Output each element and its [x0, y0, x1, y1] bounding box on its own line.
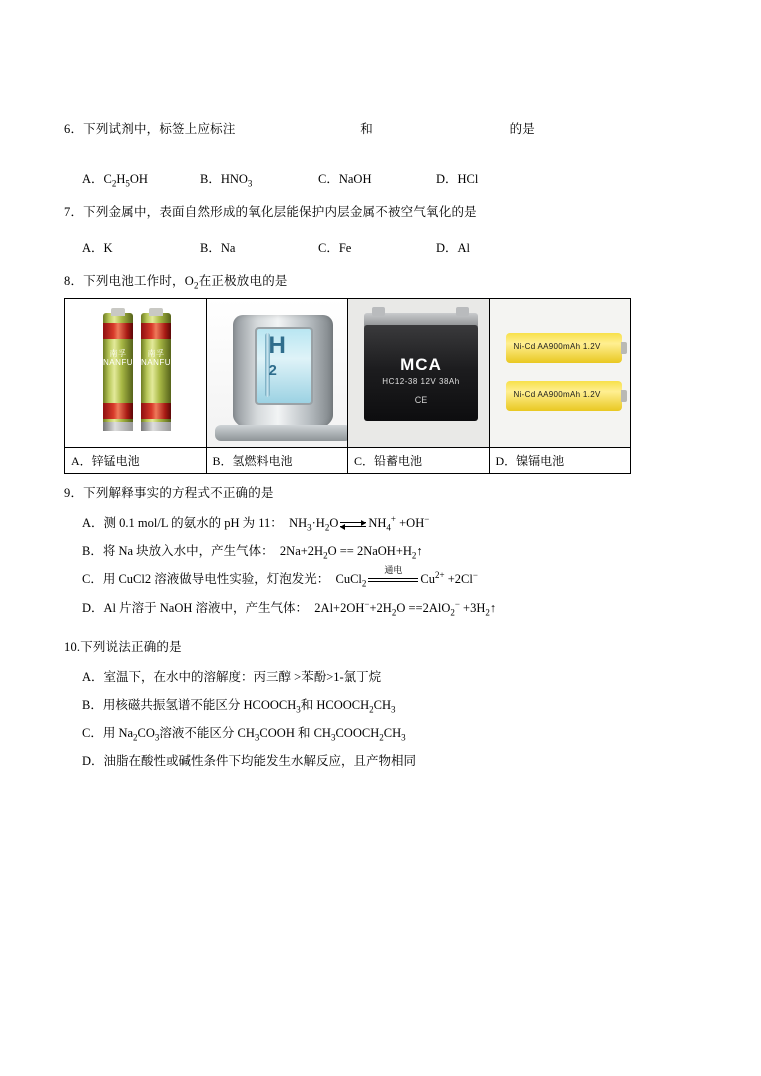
battery-cell-c-image[interactable] — [348, 299, 490, 448]
question-6-stem-part1: 6．下列试剂中，标签上应标注 — [64, 122, 236, 136]
question-7-option-c[interactable]: C．Fe — [318, 240, 352, 255]
aa-cell-left: 南孚 NANFU — [103, 313, 133, 431]
battery-cell-a-image[interactable] — [65, 299, 207, 448]
question-10-option-b[interactable]: B．用核磁共振氢谱不能区分 $HCOOCH_3$和 $HCOOCH_2CH_3$ — [82, 697, 396, 715]
document-content — [64, 120, 704, 769]
aa-cell-right: 南孚 NANFU — [141, 313, 171, 431]
question-9-option-b-text: 将 Na 块放入水中，产生气体： — [102, 544, 274, 558]
question-9-option-b-prefix: B． — [82, 544, 103, 558]
lead-acid-spec: HC12-38 12V 38Ah — [382, 377, 460, 387]
battery-cell-b-label-cell[interactable] — [206, 448, 348, 474]
question-6-option-a[interactable]: A．$C_2H_5OH$ — [82, 171, 148, 189]
electrolysis-condition-label: 通电 — [384, 565, 403, 576]
battery-cell-c-label-cell[interactable] — [348, 448, 490, 474]
question-9-option-d-prefix: D． — [82, 601, 104, 616]
battery-option-b-label: B．氢燃料电池 — [212, 454, 293, 469]
question-8-stem: 8．下列电池工作时，$O_2$在正极放电的是 — [64, 273, 288, 290]
question-9-option-d[interactable]: D．Al 片溶于 NaOH 溶液中，产生气体： $2Al+2OH^-+2H_2O ==2AlO_2^-$ $+3H_2↑$ — [82, 598, 497, 618]
electrolysis-condition-arrow — [366, 565, 420, 588]
question-9-option-a[interactable]: A．测 0.1 mol/L 的氨水的 pH 为 11： $NH_3\cdot H_2O$ $NH_4^+ +OH^-$ — [82, 513, 430, 533]
nicd-label-bottom: Ni-Cd AA900mAh 1.2V — [513, 390, 601, 400]
question-7-stem: 7．下列金属中，表面自然形成的氧化层能保护内层金属不被空气氧化的是 — [64, 204, 477, 219]
question-9-option-a-text: 测 0.1 mol/L 的氨水的 pH 为 11： — [103, 516, 283, 530]
question-6-option-b[interactable]: B．$HNO_3$ — [200, 171, 253, 189]
battery-cell-b-image[interactable] — [206, 299, 348, 448]
battery-cell-a-label-cell[interactable] — [65, 448, 207, 474]
nicd-cell-bottom — [506, 381, 622, 411]
question-9-option-c-text: 用 CuCl2 溶液做导电性实验，灯泡发光： — [102, 572, 330, 586]
battery-cell-d-image[interactable] — [489, 299, 631, 448]
battery-image-row — [65, 299, 631, 448]
question-9-option-a-prefix: A． — [82, 516, 104, 530]
nicd-label-top: Ni-Cd AA900mAh 1.2V — [513, 342, 601, 352]
question-9-option-c[interactable]: C．用 CuCl2 溶液做导电性实验，灯泡发光： CuCl$_2$ 通电 $Cu^{2+} +2Cl^-$ — [82, 565, 478, 589]
question-7-options — [64, 238, 704, 256]
nicd-cells-image — [490, 299, 631, 447]
battery-option-a-label: A．锌锰电池 — [71, 454, 140, 469]
question-9-stem: 9．下列解释事实的方程式不正确的是 — [64, 486, 274, 501]
question-6-option-d[interactable]: D．HCl — [436, 171, 479, 186]
battery-option-c-label: C．铅蓄电池 — [354, 454, 423, 469]
lead-acid-battery-image — [348, 299, 489, 447]
question-6-stem — [64, 120, 704, 139]
question-7-option-d[interactable]: D．Al — [436, 240, 471, 255]
question-6-options — [64, 169, 704, 187]
lead-acid-mark: CE — [414, 395, 428, 406]
question-9-option-c-prefix: C． — [82, 572, 103, 586]
question-6-option-c[interactable]: C．NaOH — [318, 171, 372, 186]
question-10-option-d[interactable]: D．油脂在酸性或碱性条件下均能发生水解反应，且产物相同 — [82, 753, 417, 768]
alkaline-aa-batteries-image — [65, 299, 206, 447]
reversible-arrow-icon — [338, 518, 368, 530]
question-10-option-c[interactable]: C．用 $Na_2CO_3$溶液不能区分 $CH_3COOH$ 和 $CH_3COOCH_2CH_3$ — [82, 725, 406, 743]
question-7-option-b[interactable]: B．Na — [200, 240, 236, 255]
question-9-option-d-text: Al 片溶于 NaOH 溶液中，产生气体： — [103, 601, 309, 616]
battery-cell-d-label-cell[interactable] — [489, 448, 631, 474]
hydrogen-fuel-cell-image: H 2 — [207, 299, 348, 447]
lead-acid-brand: MCA — [400, 355, 442, 375]
question-7-option-a[interactable]: A．K — [82, 240, 113, 255]
question-8-options-table — [64, 298, 631, 474]
question-10-stem: 10.下列说法正确的是 — [64, 640, 182, 655]
battery-label-row — [65, 448, 631, 474]
nicd-cell-top — [506, 333, 622, 363]
battery-option-d-label: D．镍镉电池 — [495, 454, 565, 469]
question-6-stem-part2: 和 — [360, 122, 373, 136]
question-6-stem-part3: 的是 — [509, 122, 535, 136]
question-10-option-a[interactable]: A．室温下，在水中的溶解度：丙三醇 >苯酚>1-氯丁烷 — [82, 669, 382, 684]
question-9-option-b[interactable]: B．将 Na 块放入水中，产生气体： $2Na+2H_2O$ == $2NaOH+H_2↑$ — [82, 544, 423, 561]
